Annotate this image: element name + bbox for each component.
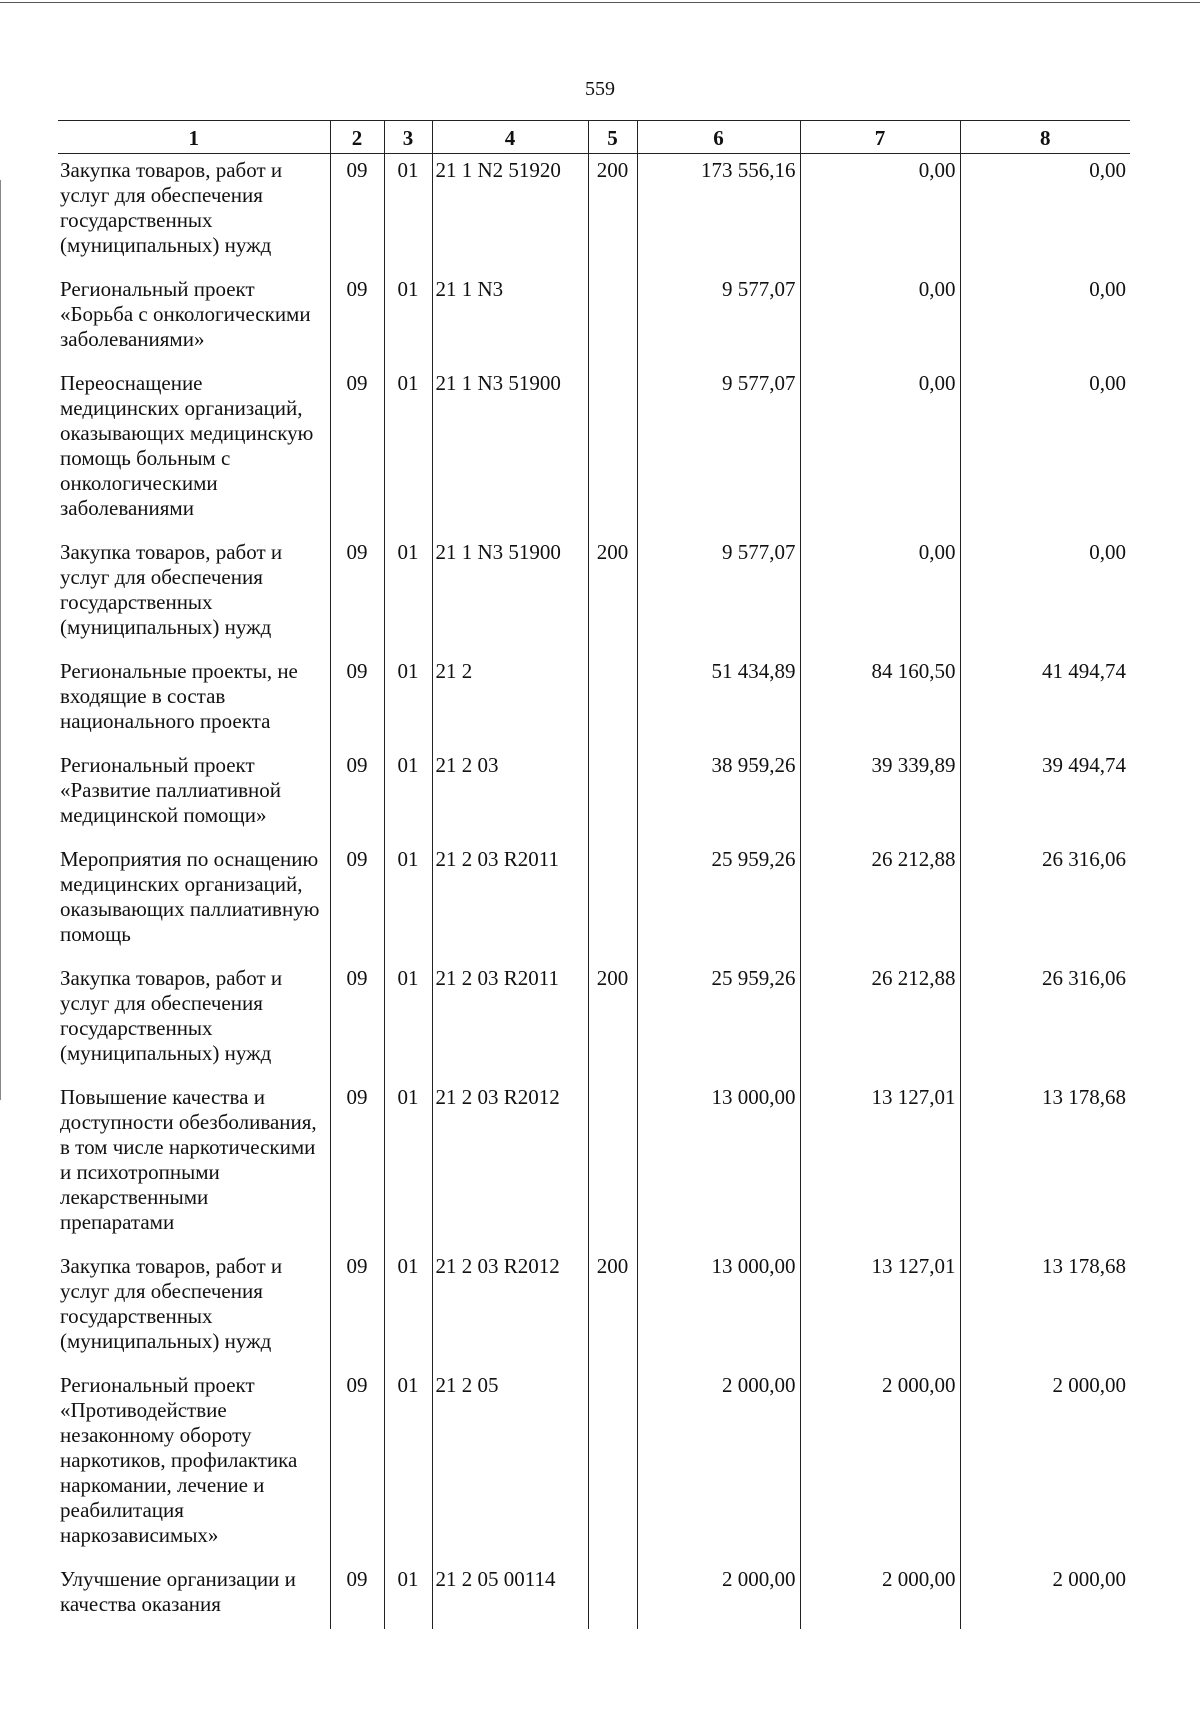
row-expense-type bbox=[588, 655, 637, 749]
row-amount-8: 26 316,06 bbox=[960, 962, 1130, 1081]
row-expense-type bbox=[588, 367, 637, 536]
row-amount-6: 2 000,00 bbox=[637, 1563, 800, 1629]
row-expense-type bbox=[588, 273, 637, 367]
row-subsection: 01 bbox=[384, 273, 432, 367]
left-margin-line bbox=[0, 180, 1, 1100]
column-header-6: 6 bbox=[637, 121, 800, 154]
row-target-code: 21 2 03 R2011 bbox=[432, 843, 588, 962]
row-section: 09 bbox=[330, 1563, 384, 1629]
row-target-code: 21 2 03 R2012 bbox=[432, 1081, 588, 1250]
row-amount-8: 0,00 bbox=[960, 154, 1130, 274]
row-expense-type bbox=[588, 843, 637, 962]
row-amount-7: 0,00 bbox=[800, 367, 960, 536]
row-subsection: 01 bbox=[384, 1250, 432, 1369]
row-amount-7: 2 000,00 bbox=[800, 1369, 960, 1563]
row-amount-8: 2 000,00 bbox=[960, 1369, 1130, 1563]
row-expense-type bbox=[588, 1081, 637, 1250]
row-section: 09 bbox=[330, 273, 384, 367]
row-name: Закупка товаров, работ и услуг для обеспечения государственных (муниципальных) нужд bbox=[60, 1254, 283, 1353]
row-expense-type: 200 bbox=[588, 1250, 637, 1369]
table-row bbox=[58, 536, 1130, 655]
row-target-code: 21 1 N2 51920 bbox=[432, 154, 588, 274]
row-subsection: 01 bbox=[384, 1081, 432, 1250]
row-amount-6: 13 000,00 bbox=[637, 1250, 800, 1369]
row-target-code: 21 2 05 bbox=[432, 1369, 588, 1563]
row-amount-8: 2 000,00 bbox=[960, 1563, 1130, 1629]
column-header-1: 1 bbox=[58, 121, 330, 154]
row-name: Закупка товаров, работ и услуг для обеспечения государственных (муниципальных) нужд bbox=[60, 158, 283, 257]
row-amount-6: 25 959,26 bbox=[637, 843, 800, 962]
row-amount-6: 38 959,26 bbox=[637, 749, 800, 843]
row-name: Улучшение организации и качества оказания bbox=[60, 1567, 296, 1616]
column-header-3: 3 bbox=[384, 121, 432, 154]
row-name: Мероприятия по оснащению медицинских организаций, оказывающих паллиативную помощь bbox=[60, 847, 320, 946]
row-target-code: 21 1 N3 51900 bbox=[432, 367, 588, 536]
row-subsection: 01 bbox=[384, 154, 432, 274]
row-amount-8: 39 494,74 bbox=[960, 749, 1130, 843]
row-name: Региональный проект «Развитие паллиативной медицинской помощи» bbox=[60, 753, 281, 827]
row-amount-7: 84 160,50 bbox=[800, 655, 960, 749]
row-amount-6: 9 577,07 bbox=[637, 536, 800, 655]
row-amount-7: 0,00 bbox=[800, 273, 960, 367]
row-target-code: 21 2 03 R2012 bbox=[432, 1250, 588, 1369]
row-target-code: 21 2 03 R2011 bbox=[432, 962, 588, 1081]
row-amount-7: 13 127,01 bbox=[800, 1250, 960, 1369]
table-row bbox=[58, 962, 1130, 1081]
table-row bbox=[58, 1250, 1130, 1369]
header-row bbox=[58, 121, 1130, 154]
table-row bbox=[58, 1081, 1130, 1250]
budget-table bbox=[58, 120, 1130, 1629]
row-subsection: 01 bbox=[384, 749, 432, 843]
row-target-code: 21 2 bbox=[432, 655, 588, 749]
top-rule bbox=[0, 2, 1200, 3]
row-expense-type: 200 bbox=[588, 962, 637, 1081]
table-row bbox=[58, 154, 1130, 274]
column-header-7: 7 bbox=[800, 121, 960, 154]
table-row bbox=[58, 749, 1130, 843]
row-amount-6: 25 959,26 bbox=[637, 962, 800, 1081]
row-subsection: 01 bbox=[384, 1369, 432, 1563]
column-header-2: 2 bbox=[330, 121, 384, 154]
row-section: 09 bbox=[330, 962, 384, 1081]
row-expense-type: 200 bbox=[588, 154, 637, 274]
row-section: 09 bbox=[330, 749, 384, 843]
row-subsection: 01 bbox=[384, 843, 432, 962]
row-section: 09 bbox=[330, 1369, 384, 1563]
row-subsection: 01 bbox=[384, 367, 432, 536]
row-amount-7: 0,00 bbox=[800, 154, 960, 274]
row-amount-6: 9 577,07 bbox=[637, 367, 800, 536]
row-name: Региональный проект «Борьба с онкологическими заболеваниями» bbox=[60, 277, 311, 351]
row-section: 09 bbox=[330, 154, 384, 274]
row-section: 09 bbox=[330, 1081, 384, 1250]
row-amount-7: 26 212,88 bbox=[800, 962, 960, 1081]
table-row bbox=[58, 1563, 1130, 1629]
row-expense-type: 200 bbox=[588, 536, 637, 655]
row-amount-8: 26 316,06 bbox=[960, 843, 1130, 962]
column-header-4: 4 bbox=[432, 121, 588, 154]
row-name: Закупка товаров, работ и услуг для обеспечения государственных (муниципальных) нужд bbox=[60, 540, 283, 639]
row-target-code: 21 1 N3 51900 bbox=[432, 536, 588, 655]
row-expense-type bbox=[588, 749, 637, 843]
row-subsection: 01 bbox=[384, 1563, 432, 1629]
column-header-8: 8 bbox=[960, 121, 1130, 154]
row-amount-7: 2 000,00 bbox=[800, 1563, 960, 1629]
table-row bbox=[58, 1369, 1130, 1563]
table-row bbox=[58, 367, 1130, 536]
row-section: 09 bbox=[330, 1250, 384, 1369]
row-subsection: 01 bbox=[384, 536, 432, 655]
row-amount-8: 41 494,74 bbox=[960, 655, 1130, 749]
row-target-code: 21 2 05 00114 bbox=[432, 1563, 588, 1629]
row-name: Закупка товаров, работ и услуг для обеспечения государственных (муниципальных) нужд bbox=[60, 966, 283, 1065]
row-amount-6: 9 577,07 bbox=[637, 273, 800, 367]
column-header-5: 5 bbox=[588, 121, 637, 154]
row-amount-6: 51 434,89 bbox=[637, 655, 800, 749]
row-amount-8: 13 178,68 bbox=[960, 1081, 1130, 1250]
table-row bbox=[58, 273, 1130, 367]
row-amount-6: 173 556,16 bbox=[637, 154, 800, 274]
row-section: 09 bbox=[330, 536, 384, 655]
row-amount-7: 13 127,01 bbox=[800, 1081, 960, 1250]
row-amount-8: 0,00 bbox=[960, 367, 1130, 536]
row-subsection: 01 bbox=[384, 962, 432, 1081]
table-row bbox=[58, 843, 1130, 962]
row-section: 09 bbox=[330, 655, 384, 749]
row-name: Переоснащение медицинских организаций, оказывающих медицинскую помощь больным с онкологическими заболеваниями bbox=[60, 371, 314, 520]
row-amount-8: 0,00 bbox=[960, 273, 1130, 367]
row-name: Региональный проект «Противодействие незаконному обороту наркотиков, профилактика наркомании, лечение и реабилитация наркозависимых» bbox=[60, 1373, 298, 1547]
row-name: Повышение качества и доступности обезболивания, в том числе наркотическими и психотропными лекарственными препаратами bbox=[60, 1085, 317, 1234]
row-subsection: 01 bbox=[384, 655, 432, 749]
row-target-code: 21 2 03 bbox=[432, 749, 588, 843]
row-expense-type bbox=[588, 1563, 637, 1629]
page-number: 559 bbox=[585, 78, 615, 100]
row-expense-type bbox=[588, 1369, 637, 1563]
row-amount-7: 26 212,88 bbox=[800, 843, 960, 962]
row-amount-8: 0,00 bbox=[960, 536, 1130, 655]
row-amount-7: 39 339,89 bbox=[800, 749, 960, 843]
row-amount-8: 13 178,68 bbox=[960, 1250, 1130, 1369]
row-section: 09 bbox=[330, 367, 384, 536]
row-section: 09 bbox=[330, 843, 384, 962]
row-target-code: 21 1 N3 bbox=[432, 273, 588, 367]
table-row bbox=[58, 655, 1130, 749]
row-amount-6: 13 000,00 bbox=[637, 1081, 800, 1250]
row-name: Региональные проекты, не входящие в состав национального проекта bbox=[60, 659, 298, 733]
row-amount-7: 0,00 bbox=[800, 536, 960, 655]
row-amount-6: 2 000,00 bbox=[637, 1369, 800, 1563]
